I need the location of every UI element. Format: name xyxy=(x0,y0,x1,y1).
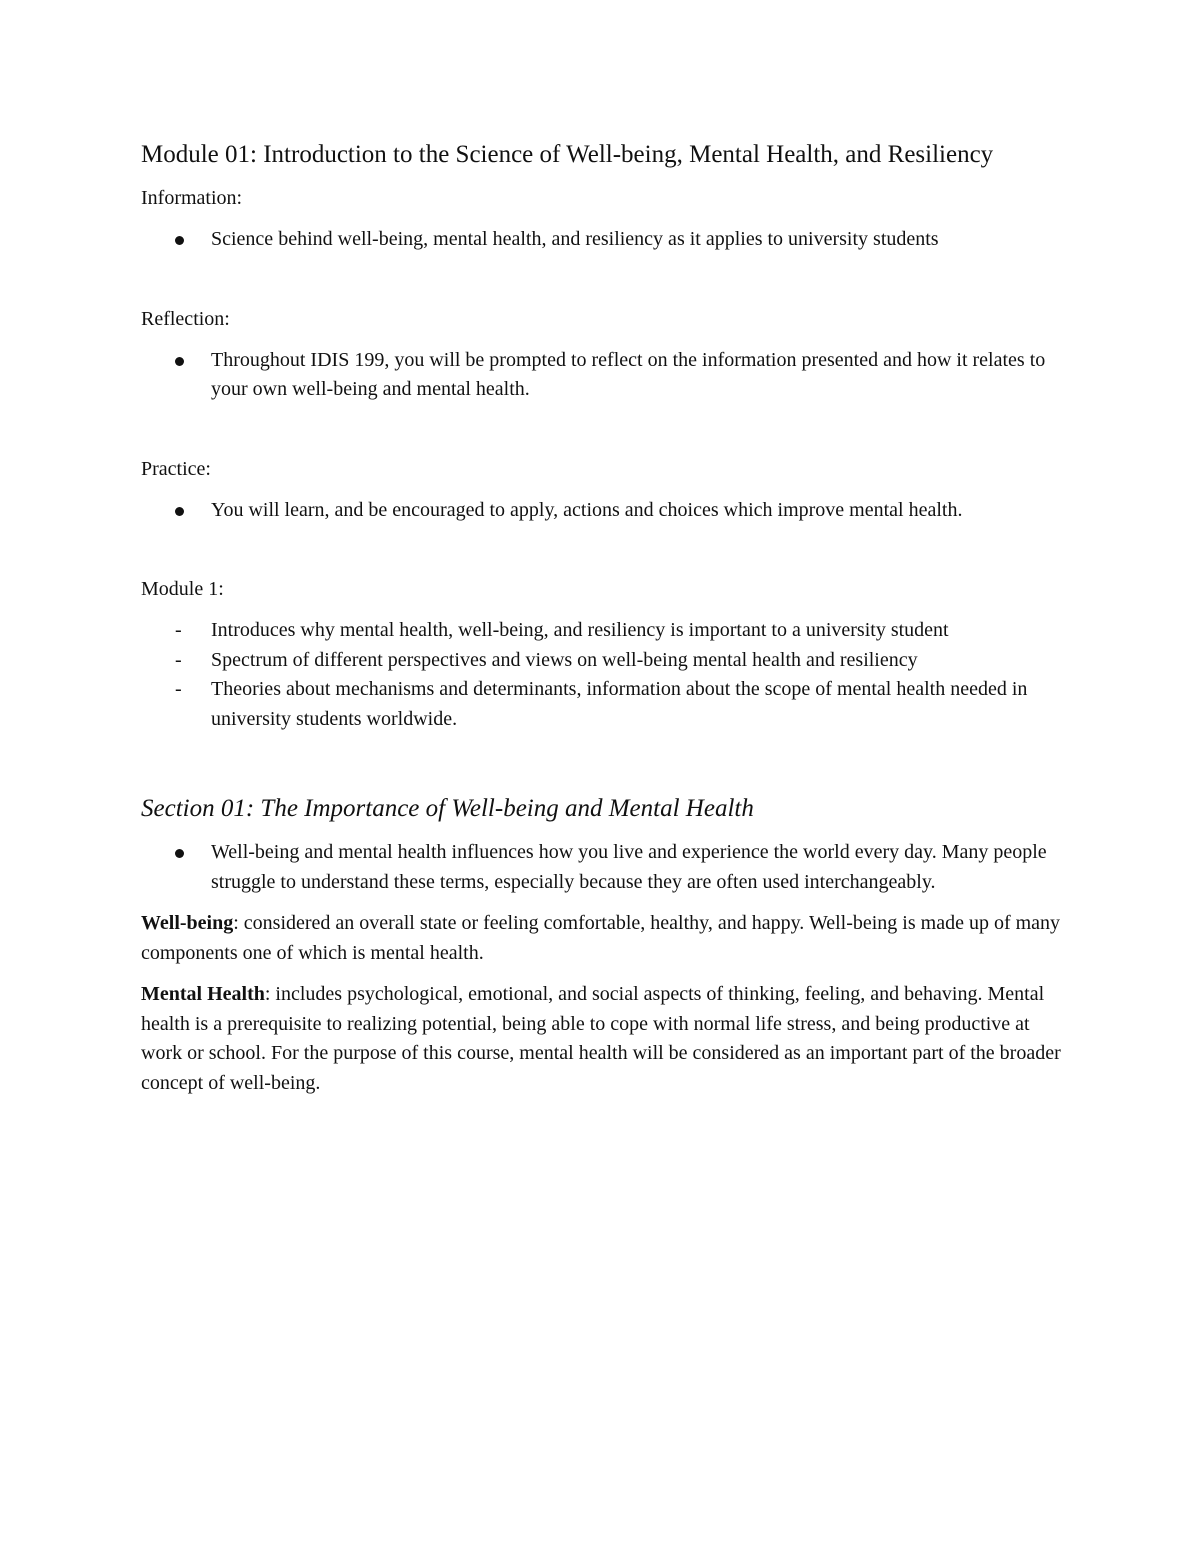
module1-label: Module 1: xyxy=(141,578,224,600)
reflection-label: Reflection: xyxy=(141,307,230,330)
list-item-text: Introduces why mental health, well-being, and resiliency is important to a university student xyxy=(211,619,949,641)
list-item xyxy=(141,496,1061,526)
bullet-icon xyxy=(175,507,184,516)
list-item xyxy=(141,225,1061,255)
document-page xyxy=(141,138,1061,1098)
section-title: Section 01: The Importance of Well-being and Mental Health xyxy=(141,795,754,822)
section01-list xyxy=(141,838,1061,897)
definition-well-being xyxy=(141,909,1061,968)
definition-term: Mental Health xyxy=(141,983,265,1005)
page-title: Module 01: Introduction to the Science of Well-being, Mental Health, and Resiliency xyxy=(141,141,994,168)
list-item xyxy=(141,616,1061,646)
list-item xyxy=(141,646,1061,676)
list-item-text: Science behind well-being, mental health, and resiliency as it applies to university students xyxy=(211,228,939,250)
list-item-text: You will learn, and be encouraged to apply, actions and choices which improve mental health. xyxy=(211,498,963,521)
module1-list xyxy=(141,616,1061,734)
definition-mental-health xyxy=(141,980,1061,1098)
practice-label: Practice: xyxy=(141,457,211,480)
list-item-text: Throughout IDIS 199, you will be prompted to reflect on the information presented and how it relates to your own well-being and mental health. xyxy=(211,348,1046,400)
bullet-icon xyxy=(175,849,184,858)
definition-text: : considered an overall state or feeling comfortable, healthy, and happy. Well-being is made up of many components one of which is mental health. xyxy=(141,912,1061,964)
reflection-list xyxy=(141,346,1061,405)
practice-list xyxy=(141,496,1061,526)
list-item-text: Spectrum of different perspectives and views on well-being mental health and resiliency xyxy=(211,648,918,671)
bullet-icon xyxy=(175,236,184,245)
dash-icon: - xyxy=(175,678,182,700)
definition-text: : includes psychological, emotional, and social aspects of thinking, feeling, and behaving. Mental health is a prerequisite to realizing potential, being able to cope with normal life stress, and being productive at work or school. For the purpose of this course, mental health will be considered as an important part of the broader concept of well-being. xyxy=(141,983,1061,1094)
information-label: Information: xyxy=(141,187,243,209)
information-list xyxy=(141,225,1061,255)
list-item xyxy=(141,346,1061,405)
list-item xyxy=(141,838,1061,897)
definition-term: Well-being xyxy=(141,912,234,934)
list-item-text: Well-being and mental health influences how you live and experience the world every day. Many people struggle to understand these terms, especially because they are often used interchangeably. xyxy=(211,841,1047,893)
dash-icon: - xyxy=(175,648,182,671)
bullet-icon xyxy=(175,357,184,366)
list-item xyxy=(141,675,1061,734)
list-item-text: Theories about mechanisms and determinants, information about the scope of mental health needed in university students worldwide. xyxy=(211,678,1028,730)
dash-icon: - xyxy=(175,619,182,641)
